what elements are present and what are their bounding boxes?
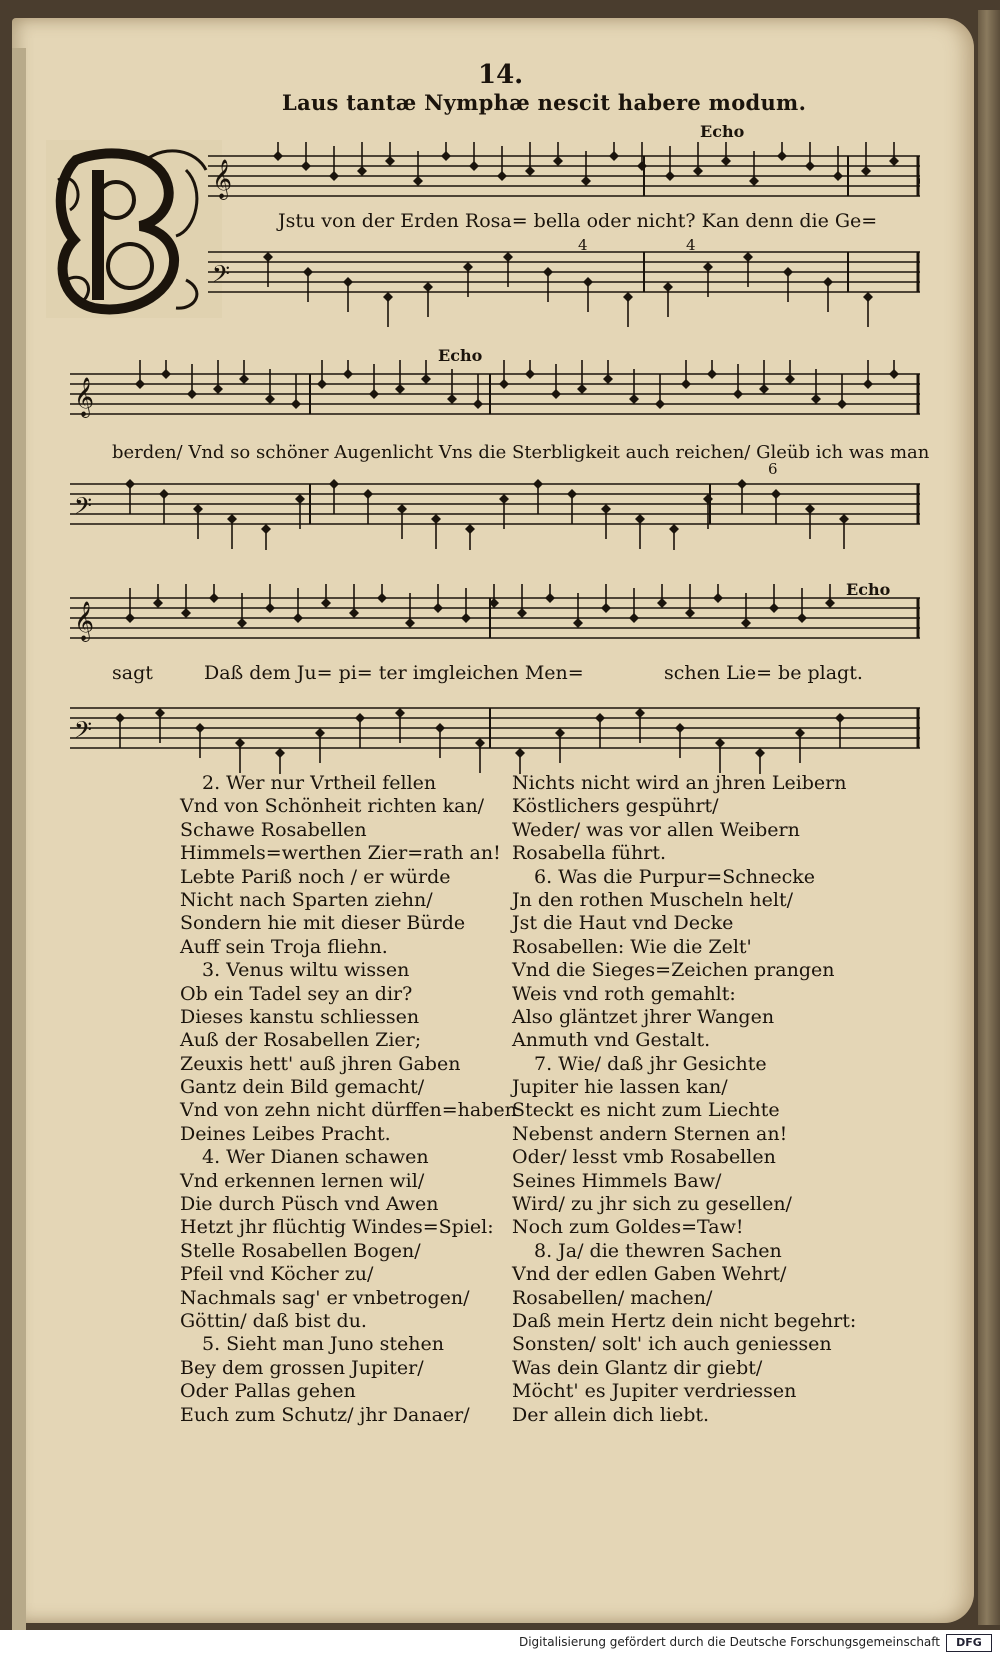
verse-line: 6. Was die Purpur=Schnecke (534, 865, 815, 888)
verse-line: Sondern hie mit dieser Bürde (180, 912, 466, 935)
verse-line: Weis vnd roth gemahlt: (512, 982, 736, 1005)
svg-text:𝄞: 𝄞 (74, 377, 95, 417)
page-number: 14. (478, 60, 524, 90)
lyric-line-1: Jstu von der Erden Rosa= bella oder nicht? Kan denn die Ge= (278, 210, 878, 232)
verse-line: 2. Wer nur Vrtheil fellen (202, 772, 437, 794)
lyric-line-2: berden/ Vnd so schöner Augenlicht Vns die Sterbligkeit auch reichen/ Gleüb ich was man (112, 442, 930, 463)
verse-line: Vnd von zehn nicht dürffen=haben (180, 1099, 517, 1122)
verse-line: Ob ein Tadel sey an dir? (180, 982, 413, 1005)
verse-line: Himmels=werthen Zier=rath an! (180, 842, 501, 865)
verse-line: Göttin/ daß bist du. (180, 1309, 367, 1332)
verse-line: Weder/ was vor allen Weibern (512, 818, 800, 841)
verse-line: Nichts nicht wird an jhren Leibern (512, 772, 847, 794)
page-edge (978, 10, 1000, 1625)
verse-line: Seines Himmels Baw/ (512, 1169, 722, 1192)
verse-line: Vnd erkennen lernen wil/ (180, 1169, 425, 1192)
verse-line: Schawe Rosabellen (180, 818, 367, 841)
verse-line: 7. Wie/ daß jhr Gesichte (534, 1052, 767, 1075)
verse-line: Sonsten/ solt' ich auch geniessen (512, 1333, 832, 1356)
figure-3: 6 (768, 460, 778, 478)
verse-line: Auß der Rosabellen Zier; (180, 1029, 422, 1052)
verse-line: Pfeil vnd Köcher zu/ (180, 1263, 374, 1286)
verse-line: Vnd von Schönheit richten kan/ (180, 795, 485, 818)
verse-line: Euch zum Schutz/ jhr Danaer/ (180, 1403, 470, 1426)
verse-line: Rosabellen/ machen/ (512, 1286, 713, 1309)
svg-text:𝄢: 𝄢 (212, 260, 231, 293)
verse-line: Oder/ lesst vmb Rosabellen (512, 1146, 776, 1169)
echo-label-2: Echo (438, 346, 483, 365)
verse-line: Der allein dich liebt. (512, 1403, 710, 1426)
lyric-line-3a: sagt (112, 662, 153, 684)
svg-text:𝄢: 𝄢 (74, 492, 93, 525)
verse-line: Gantz dein Bild gemacht/ (180, 1076, 425, 1099)
figure-2: 4 (686, 236, 696, 254)
verse-line: Jst die Haut vnd Decke (512, 912, 734, 935)
verse-line: Nachmals sag' er vnbetrogen/ (180, 1286, 470, 1309)
staff-2-treble (70, 360, 920, 420)
verse-line: Oder Pallas gehen (180, 1380, 356, 1403)
lyric-line-3c: schen Lie= be plagt. (664, 662, 863, 684)
verses-right-column (512, 772, 856, 1427)
verse-line: Auff sein Troja fliehn. (180, 935, 388, 958)
svg-text:𝄢: 𝄢 (74, 716, 93, 749)
verse-line: Rosabellen: Wie die Zelt' (512, 935, 752, 958)
lyric-line-3b: Daß dem Ju= pi= ter imgleichen Men= (204, 662, 584, 684)
verses-left-column (180, 772, 517, 1427)
verse-line: Stelle Rosabellen Bogen/ (180, 1239, 421, 1262)
verse-line: Die durch Püsch vnd Awen (180, 1193, 439, 1216)
staff-3-treble (70, 584, 920, 644)
verse-line: Jn den rothen Muscheln helt/ (512, 888, 794, 911)
staff-1-treble (208, 142, 920, 202)
svg-text:𝄞: 𝄞 (212, 159, 233, 199)
verse-line: Also gläntzet jhrer Wangen (512, 1005, 775, 1028)
song-heading: Laus tantæ Nymphæ nescit habere modum. (282, 90, 807, 115)
decorated-initial (46, 140, 222, 318)
echo-label-1: Echo (700, 122, 745, 141)
verse-line: Vnd die Sieges=Zeichen prangen (512, 959, 835, 982)
verse-line: Dieses kanstu schliessen (180, 1005, 420, 1028)
verse-line: 8. Ja/ die thewren Sachen (534, 1239, 782, 1262)
staff-2-bass (70, 470, 920, 550)
verse-line: Steckt es nicht zum Liechte (512, 1099, 780, 1122)
verse-line: Wird/ zu jhr sich zu gesellen/ (512, 1193, 792, 1216)
footer-bar (0, 1630, 1000, 1657)
verse-line: Jupiter hie lassen kan/ (512, 1076, 728, 1099)
verse-line: Rosabella führt. (512, 842, 667, 865)
verse-line: Was dein Glantz dir giebt/ (512, 1356, 763, 1379)
verse-line: Möcht' es Jupiter verdriessen (512, 1380, 797, 1403)
verse-line: Anmuth vnd Gestalt. (512, 1029, 711, 1052)
verse-line: 3. Venus wiltu wissen (202, 959, 410, 982)
verse-line: 4. Wer Dianen schawen (202, 1146, 429, 1169)
verse-line: Vnd der edlen Gaben Wehrt/ (512, 1263, 787, 1286)
figure-1: 4 (578, 236, 588, 254)
verse-line: Hetzt jhr flüchtig Windes=Spiel: (180, 1216, 494, 1239)
verse-line: Daß mein Hertz dein nicht begehrt: (512, 1309, 857, 1332)
verse-line: Lebte Pariß noch / er würde (180, 865, 451, 888)
dfg-logo: DFG (946, 1634, 992, 1652)
staff-1-bass (208, 242, 920, 332)
verse-line: Noch zum Goldes=Taw! (512, 1216, 744, 1239)
echo-label-3: Echo (846, 580, 891, 599)
staff-3-bass (70, 694, 920, 774)
svg-text:𝄞: 𝄞 (74, 601, 95, 641)
binding-strip (12, 48, 26, 1638)
verse-line: Deines Leibes Pracht. (180, 1122, 391, 1145)
verse-line: Zeuxis hett' auß jhren Gaben (180, 1052, 461, 1075)
verse-line: Nebenst andern Sternen an! (512, 1122, 788, 1145)
verse-line: Köstlichers gespührt/ (512, 795, 719, 818)
verse-line: Nicht nach Sparten ziehn/ (180, 888, 433, 911)
footer-credit: Digitalisierung gefördert durch die Deutsche Forschungsgemeinschaft (518, 1635, 940, 1649)
verse-line: 5. Sieht man Juno stehen (202, 1333, 444, 1356)
verse-line: Bey dem grossen Jupiter/ (180, 1356, 424, 1379)
